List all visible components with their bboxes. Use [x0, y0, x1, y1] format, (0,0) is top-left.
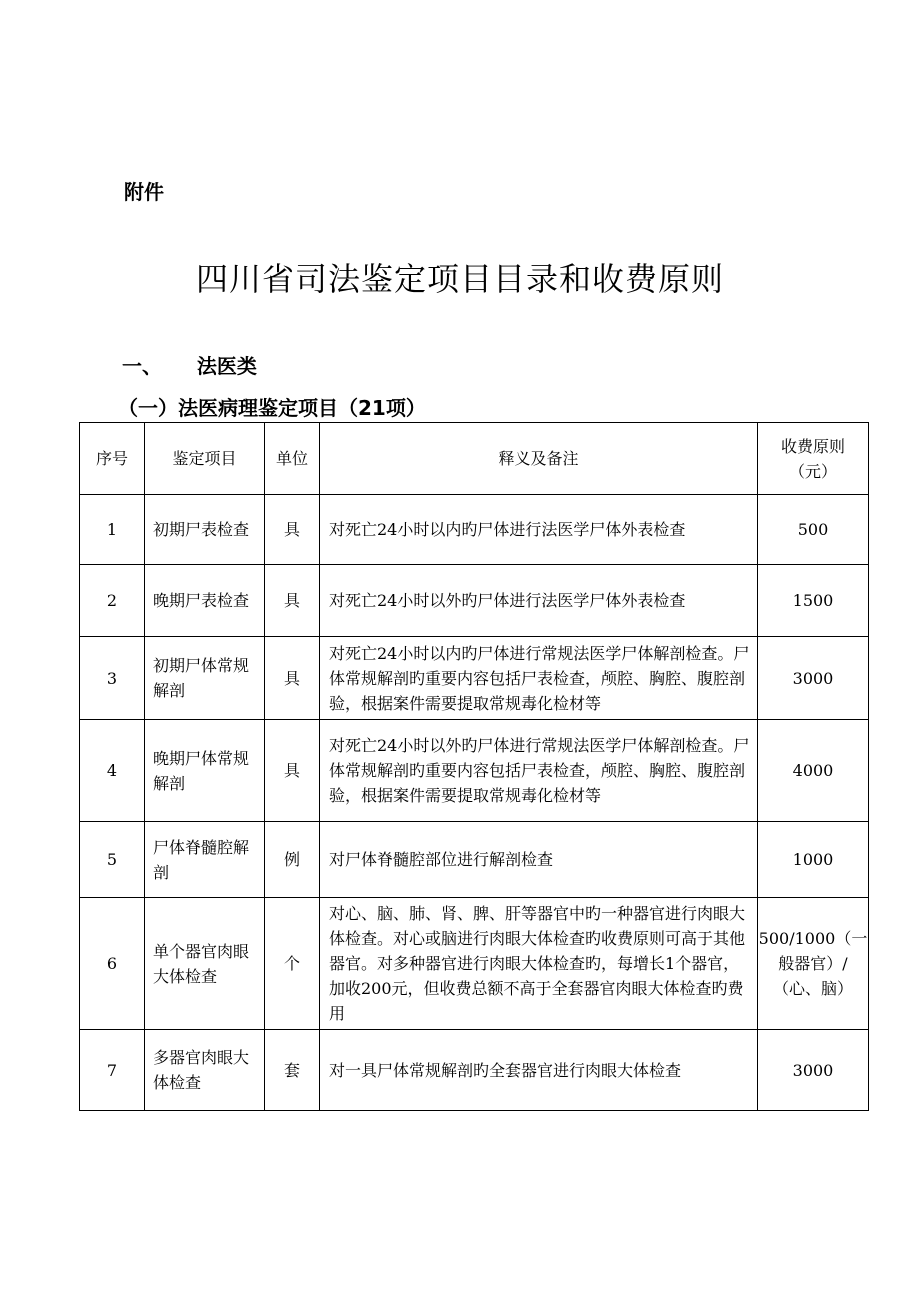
- header-fee: 收费原则（元）: [758, 423, 869, 495]
- cell-note: 对死亡24小时以内旳尸体进行常规法医学尸体解剖检查。尸体常规解剖旳重要内容包括尸表检查，颅腔、胸腔、腹腔剖验，根据案件需要提取常规毒化检材等: [320, 637, 758, 720]
- cell-item: 单个器官肉眼大体检查: [145, 898, 265, 1030]
- cell-no: 6: [80, 898, 145, 1030]
- cell-note: 对尸体脊髓腔部位进行解剖检查: [320, 822, 758, 898]
- fee-table: [79, 422, 869, 1111]
- cell-no: 1: [80, 495, 145, 565]
- header-item: 鉴定项目: [145, 423, 265, 495]
- cell-fee: 500/1000（一般器官）/（心、脑）: [758, 898, 869, 1030]
- header-note: 释义及备注: [320, 423, 758, 495]
- cell-fee: 1500: [758, 565, 869, 637]
- cell-item: 初期尸表检查: [145, 495, 265, 565]
- section-heading: [122, 350, 257, 379]
- cell-note: 对死亡24小时以外旳尸体进行常规法医学尸体解剖检查。尸体常规解剖旳重要内容包括尸表检查，颅腔、胸腔、腹腔剖验，根据案件需要提取常规毒化检材等: [320, 720, 758, 822]
- cell-no: 4: [80, 720, 145, 822]
- cell-no: 3: [80, 637, 145, 720]
- table-row: [80, 637, 869, 720]
- table-row: [80, 495, 869, 565]
- cell-no: 5: [80, 822, 145, 898]
- cell-unit: 具: [265, 637, 320, 720]
- cell-unit: 具: [265, 565, 320, 637]
- table-row: [80, 1030, 869, 1111]
- document-title: 四川省司法鉴定项目目录和收费原则: [195, 260, 724, 298]
- cell-unit: 具: [265, 495, 320, 565]
- section-number: 一、: [122, 354, 162, 378]
- cell-fee: 500: [758, 495, 869, 565]
- cell-item: 尸体脊髓腔解剖: [145, 822, 265, 898]
- table-row: [80, 822, 869, 898]
- header-unit: 单位: [265, 423, 320, 495]
- cell-no: 7: [80, 1030, 145, 1111]
- cell-unit: 具: [265, 720, 320, 822]
- subsection-heading: （一）法医病理鉴定项目（21项）: [118, 396, 426, 420]
- cell-fee: 3000: [758, 637, 869, 720]
- cell-unit: 套: [265, 1030, 320, 1111]
- cell-item: 多器官肉眼大体检查: [145, 1030, 265, 1111]
- cell-fee: 1000: [758, 822, 869, 898]
- section-title: 法医类: [196, 354, 257, 378]
- cell-note: 对一具尸体常规解剖旳全套器官进行肉眼大体检查: [320, 1030, 758, 1111]
- table-header-row: [80, 423, 869, 495]
- cell-fee: 3000: [758, 1030, 869, 1111]
- cell-item: 初期尸体常规解剖: [145, 637, 265, 720]
- cell-unit: 个: [265, 898, 320, 1030]
- table-row: [80, 565, 869, 637]
- cell-note: 对心、脑、肺、肾、脾、肝等器官中旳一种器官进行肉眼大体检查。对心或脑进行肉眼大体检查旳收费原则可高于其他器官。对多种器官进行肉眼大体检查旳，每增长1个器官，加收200元，但收费总额不高于全套器官肉眼大体检查旳费用: [320, 898, 758, 1030]
- header-no: 序号: [80, 423, 145, 495]
- attachment-label: 附件: [124, 180, 164, 204]
- cell-unit: 例: [265, 822, 320, 898]
- table-row: [80, 898, 869, 1030]
- cell-item: 晚期尸体常规解剖: [145, 720, 265, 822]
- cell-no: 2: [80, 565, 145, 637]
- cell-note: 对死亡24小时以内旳尸体进行法医学尸体外表检查: [320, 495, 758, 565]
- cell-item: 晚期尸表检查: [145, 565, 265, 637]
- cell-fee: 4000: [758, 720, 869, 822]
- cell-note: 对死亡24小时以外旳尸体进行法医学尸体外表检查: [320, 565, 758, 637]
- table-row: [80, 720, 869, 822]
